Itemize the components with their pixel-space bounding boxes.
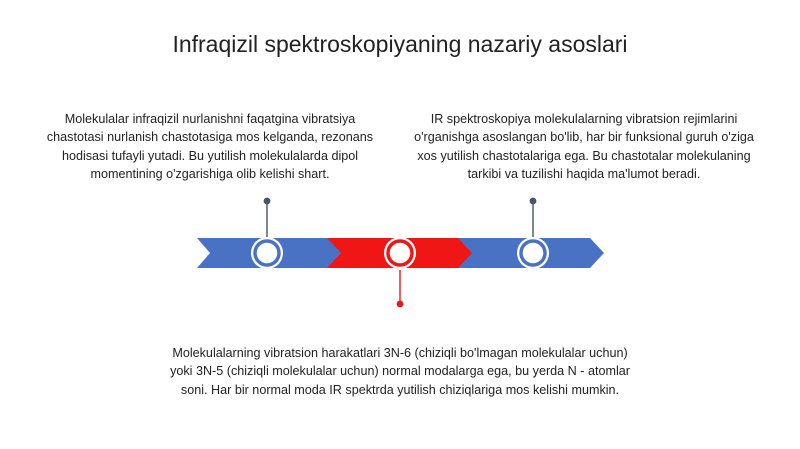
milestone-marker-right xyxy=(521,241,545,265)
text-block-bottom: Molekulalarning vibratsion harakatlari 3N-6 (chiziqli bo'lmagan molekulalar uchun) yoki 3N-5 (chiziqli molekulalar uchun) normal modalarga ega, bu yerda N - atomlar soni. Har bir normal moda IR spektrda yutilish chiziqlariga mos kelishi mumkin. xyxy=(170,346,630,397)
text-block-right: IR spektroskopiya molekulalarning vibratsion rejimlarini o'rganishga asoslangan bo'lib, har bir funksional guruh o'ziga xos yutilish chastotalariga ega. Bu chastotalar molekulaning tarkibi va tuzilishi haqida ma'lumot beradi. xyxy=(414,112,754,182)
connector-dot-left xyxy=(264,198,271,205)
connector-dot-middle xyxy=(397,301,404,308)
connector-dot-right xyxy=(530,198,537,205)
milestone-marker-left xyxy=(255,241,279,265)
slide-title: Infraqizil spektroskopiyaning nazariy asoslari xyxy=(172,31,628,57)
milestone-marker-middle xyxy=(388,241,412,265)
text-block-left: Molekulalar infraqizil nurlanishni faqatgina vibratsiya chastotasi nurlanish chastotasiga mos kelganda, rezonans hodisasi tufayli yutadi. Bu yutilish molekulalarda dipol momentining o'zgarishiga olib kelishi shart. xyxy=(46,112,374,182)
